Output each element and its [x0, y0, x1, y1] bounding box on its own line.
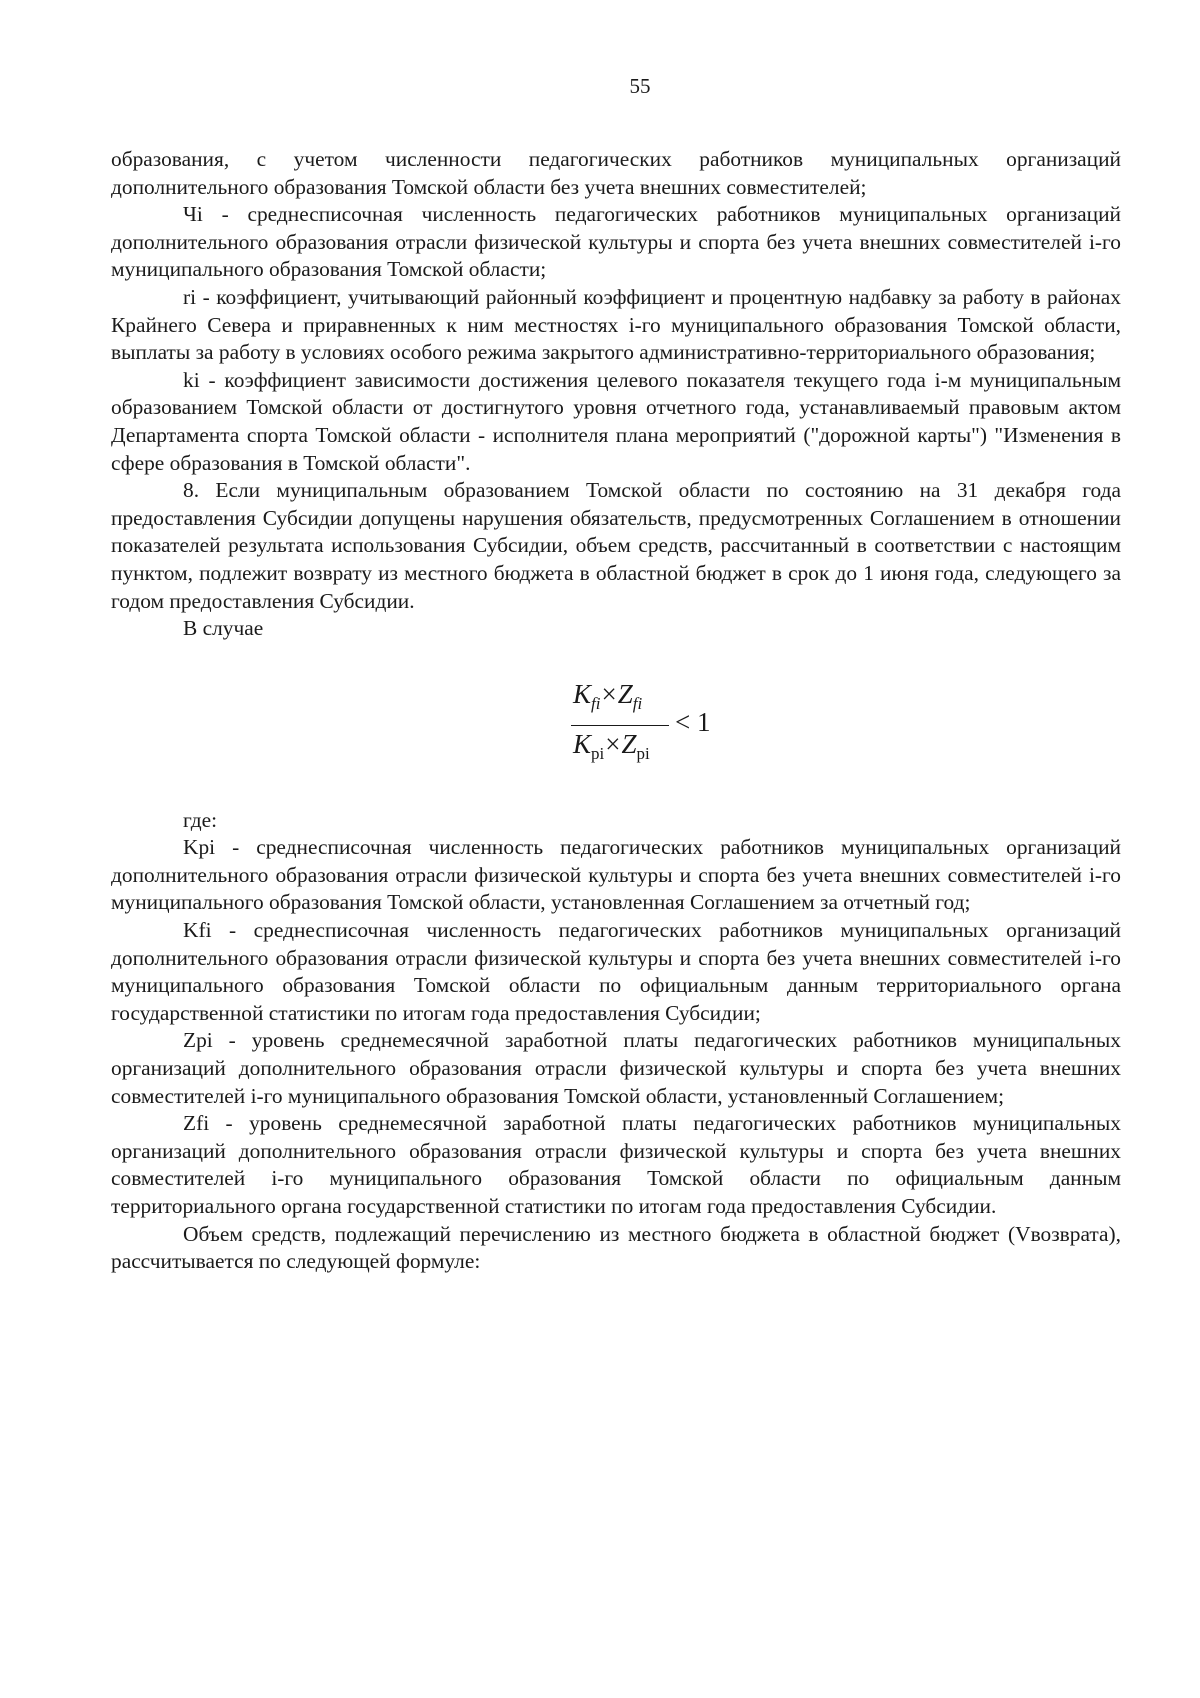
fraction-bar: [571, 725, 669, 726]
definition-ki: ki - коэффициент зависимости достижения целевого показателя текущего года i-м муниципальным образованием Томской области от достигнутого уровня отчетного года, устанавливаемый правовым актом Департамента спорта Томской области - исполнителя плана мероприятий ("дорожной карты") "Изменения в сфере образования в Томской области".: [111, 367, 1121, 475]
formula-numerator: $K_{fi}\times Z_{fi}$: [573, 678, 643, 713]
where-label: где:: [183, 807, 218, 832]
formula-block: [111, 643, 1121, 807]
paragraph-continuation: образования, с учетом численности педагогических работников муниципальных организаций дополнительного образования Томской области без учета внешних совместителей;: [111, 147, 1121, 199]
page-number: 55: [629, 74, 651, 98]
ratio-formula: [561, 678, 761, 781]
definition-ri: ri - коэффициент, учитывающий районный коэффициент и процентную надбавку за работу в районах Крайнего Севера и приравненных к ним местностях i-го муниципального образования Томской области, выплаты за работу в условиях особого режима закрытого административно-территориального образования;: [111, 284, 1121, 365]
in-case-text: В случае: [183, 616, 264, 641]
formula-relation: < 1: [675, 706, 711, 737]
definition-chi: Чi - среднесписочная численность педагогических работников муниципальных организаций дополнительного образования отрасли физической культуры и спорта без учета внешних совместителей i-го муниципального образования Томской области;: [111, 202, 1121, 282]
definition-kfi: Kfi - среднесписочная численность педагогических работников муниципальных организаций дополнительного образования отрасли физической культуры и спорта без учета внешних совместителей i-го муниципального образования Томской области по официальным данным территориального органа государственной статистики по итогам года предоставления Субсидии;: [111, 918, 1121, 1025]
definition-kpi: Kpi - среднесписочная численность педагогических работников муниципальных организаций дополнительного образования отрасли физической культуры и спорта без учета внешних совместителей i-го муниципального образования Томской области, установленная Соглашением за отчетный год;: [111, 835, 1121, 915]
definition-zpi: Zpi - уровень среднемесячной заработной платы педагогических работников муниципальных организаций дополнительного образования отрасли физической культуры и спорта без учета внешних совместителей i-го муниципального образования Томской области, установленный Соглашением;: [111, 1028, 1121, 1108]
formula-denominator: $K_{pi}\times Z_{pi}$: [573, 728, 650, 763]
clause-8: 8. Если муниципальным образованием Томской области по состоянию на 31 декабря года предоставления Субсидии допущены нарушения обязательств, предусмотренных Соглашением в отношении показателей результата использования Субсидии, объем средств, рассчитанный в соответствии с настоящим пунктом, подлежит возврату из местного бюджета в областной бюджет в срок до 1 июня года, следующего за годом предоставления Субсидии.: [111, 478, 1121, 613]
definition-zfi: Zfi - уровень среднемесячной заработной платы педагогических работников муниципальных организаций дополнительного образования отрасли физической культуры и спорта без учета внешних совместителей i-го муниципального образования Томской области по официальным данным территориального органа государственной статистики по итогам года предоставления Субсидии.: [111, 1111, 1121, 1218]
document-body: [111, 146, 1121, 1276]
refund-volume-text: Объем средств, подлежащий перечислению из местного бюджета в областной бюджет (Vвозврата), рассчитывается по следующей формуле:: [111, 1221, 1121, 1274]
